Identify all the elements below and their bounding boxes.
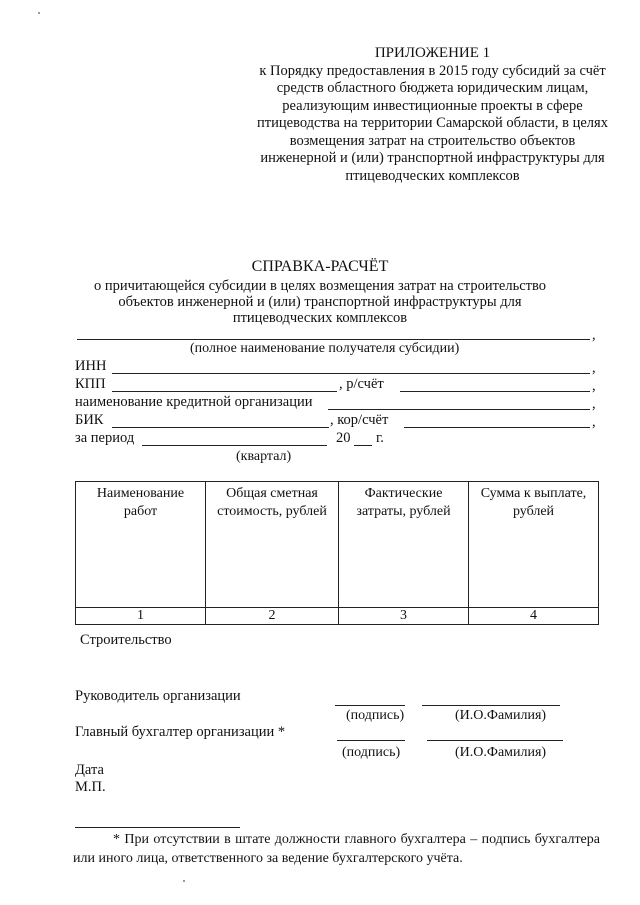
year-suffix: г. — [376, 430, 384, 446]
document-title: СПРАВКА-РАСЧЁТ — [251, 258, 389, 275]
appendix-block — [255, 45, 610, 185]
period-field[interactable] — [142, 445, 327, 446]
accountant-sign-hint: (подпись) — [342, 745, 401, 760]
column-numbers-row — [76, 608, 599, 625]
year-field[interactable] — [354, 445, 372, 446]
header-work-name: Наименование работ — [76, 482, 206, 608]
bank-comma: , — [592, 396, 596, 412]
appendix-title: ПРИЛОЖЕНИЕ 1 — [374, 45, 491, 61]
bik-label: БИК — [75, 412, 104, 428]
account-comma: , — [592, 378, 596, 394]
year-prefix: 20 — [336, 430, 351, 446]
accountant-label: Главный бухгалтер организации * — [75, 724, 286, 740]
header-estimated-cost: Общая сметная стоимость, рублей — [206, 482, 339, 608]
head-sign-hint: (подпись) — [346, 708, 405, 723]
head-signature-field[interactable] — [335, 705, 405, 706]
column-number: 1 — [76, 608, 206, 625]
recipient-comma: , — [592, 327, 596, 343]
kpp-label: КПП — [75, 376, 106, 392]
calculation-table — [75, 481, 599, 625]
column-number: 4 — [469, 608, 599, 625]
head-label: Руководитель организации — [75, 688, 241, 704]
quarter-hint: (квартал) — [236, 449, 292, 464]
account-field[interactable] — [400, 391, 590, 392]
accountant-name-hint: (И.О.Фамилия) — [455, 745, 547, 760]
period-label: за период — [75, 430, 135, 446]
stamp-label: М.П. — [75, 779, 106, 795]
accountant-name-field[interactable] — [427, 740, 563, 741]
column-number: 3 — [339, 608, 469, 625]
bank-field[interactable] — [328, 409, 590, 410]
footnote-separator — [75, 827, 240, 828]
document-subtitle: о причитающейся субсидии в целях возмещения затрат на строительство объектов инженерной и (или) транспортной инфраструктуры для птицеводческих комплексов — [94, 278, 546, 326]
corr-comma: , — [592, 414, 596, 430]
scan-speck — [183, 880, 185, 882]
construction-row-label: Строительство — [80, 632, 172, 648]
bik-field[interactable] — [112, 427, 329, 428]
corr-account-field[interactable] — [404, 427, 590, 428]
inn-label: ИНН — [75, 358, 107, 374]
account-label: , р/счёт — [339, 376, 384, 392]
column-number: 2 — [206, 608, 339, 625]
bank-label: наименование кредитной организации — [75, 394, 313, 410]
accountant-signature-field[interactable] — [337, 740, 405, 741]
footnote-text: * При отсутствии в штате должности главного бухгалтера – подпись бухгалтера или иного лица, ответственного за ведение бухгалтерского учёта. — [73, 832, 600, 866]
kpp-field[interactable] — [112, 391, 337, 392]
corr-account-label: , кор/счёт — [330, 412, 389, 428]
inn-field[interactable] — [112, 373, 590, 374]
recipient-name-field[interactable] — [77, 339, 590, 340]
scan-speck — [38, 12, 40, 14]
head-name-hint: (И.О.Фамилия) — [455, 708, 547, 723]
head-name-field[interactable] — [422, 705, 560, 706]
header-actual-costs: Фактические затраты, рублей — [339, 482, 469, 608]
date-label: Дата — [75, 762, 104, 778]
header-payout-amount: Сумма к выплате, рублей — [469, 482, 599, 608]
appendix-text: к Порядку предоставления в 2015 году субсидий за счёт средств областного бюджета юридическим лицам, реализующим инвестиционные проекты в сфере птицеводства на территории Самарской области, в целях возмещения затрат на строительство объектов инженерной и (или) транспортной инфраструктуры для птицеводческих комплексов — [257, 62, 608, 184]
recipient-hint: (полное наименование получателя субсидии) — [190, 341, 460, 356]
inn-comma: , — [592, 360, 596, 376]
